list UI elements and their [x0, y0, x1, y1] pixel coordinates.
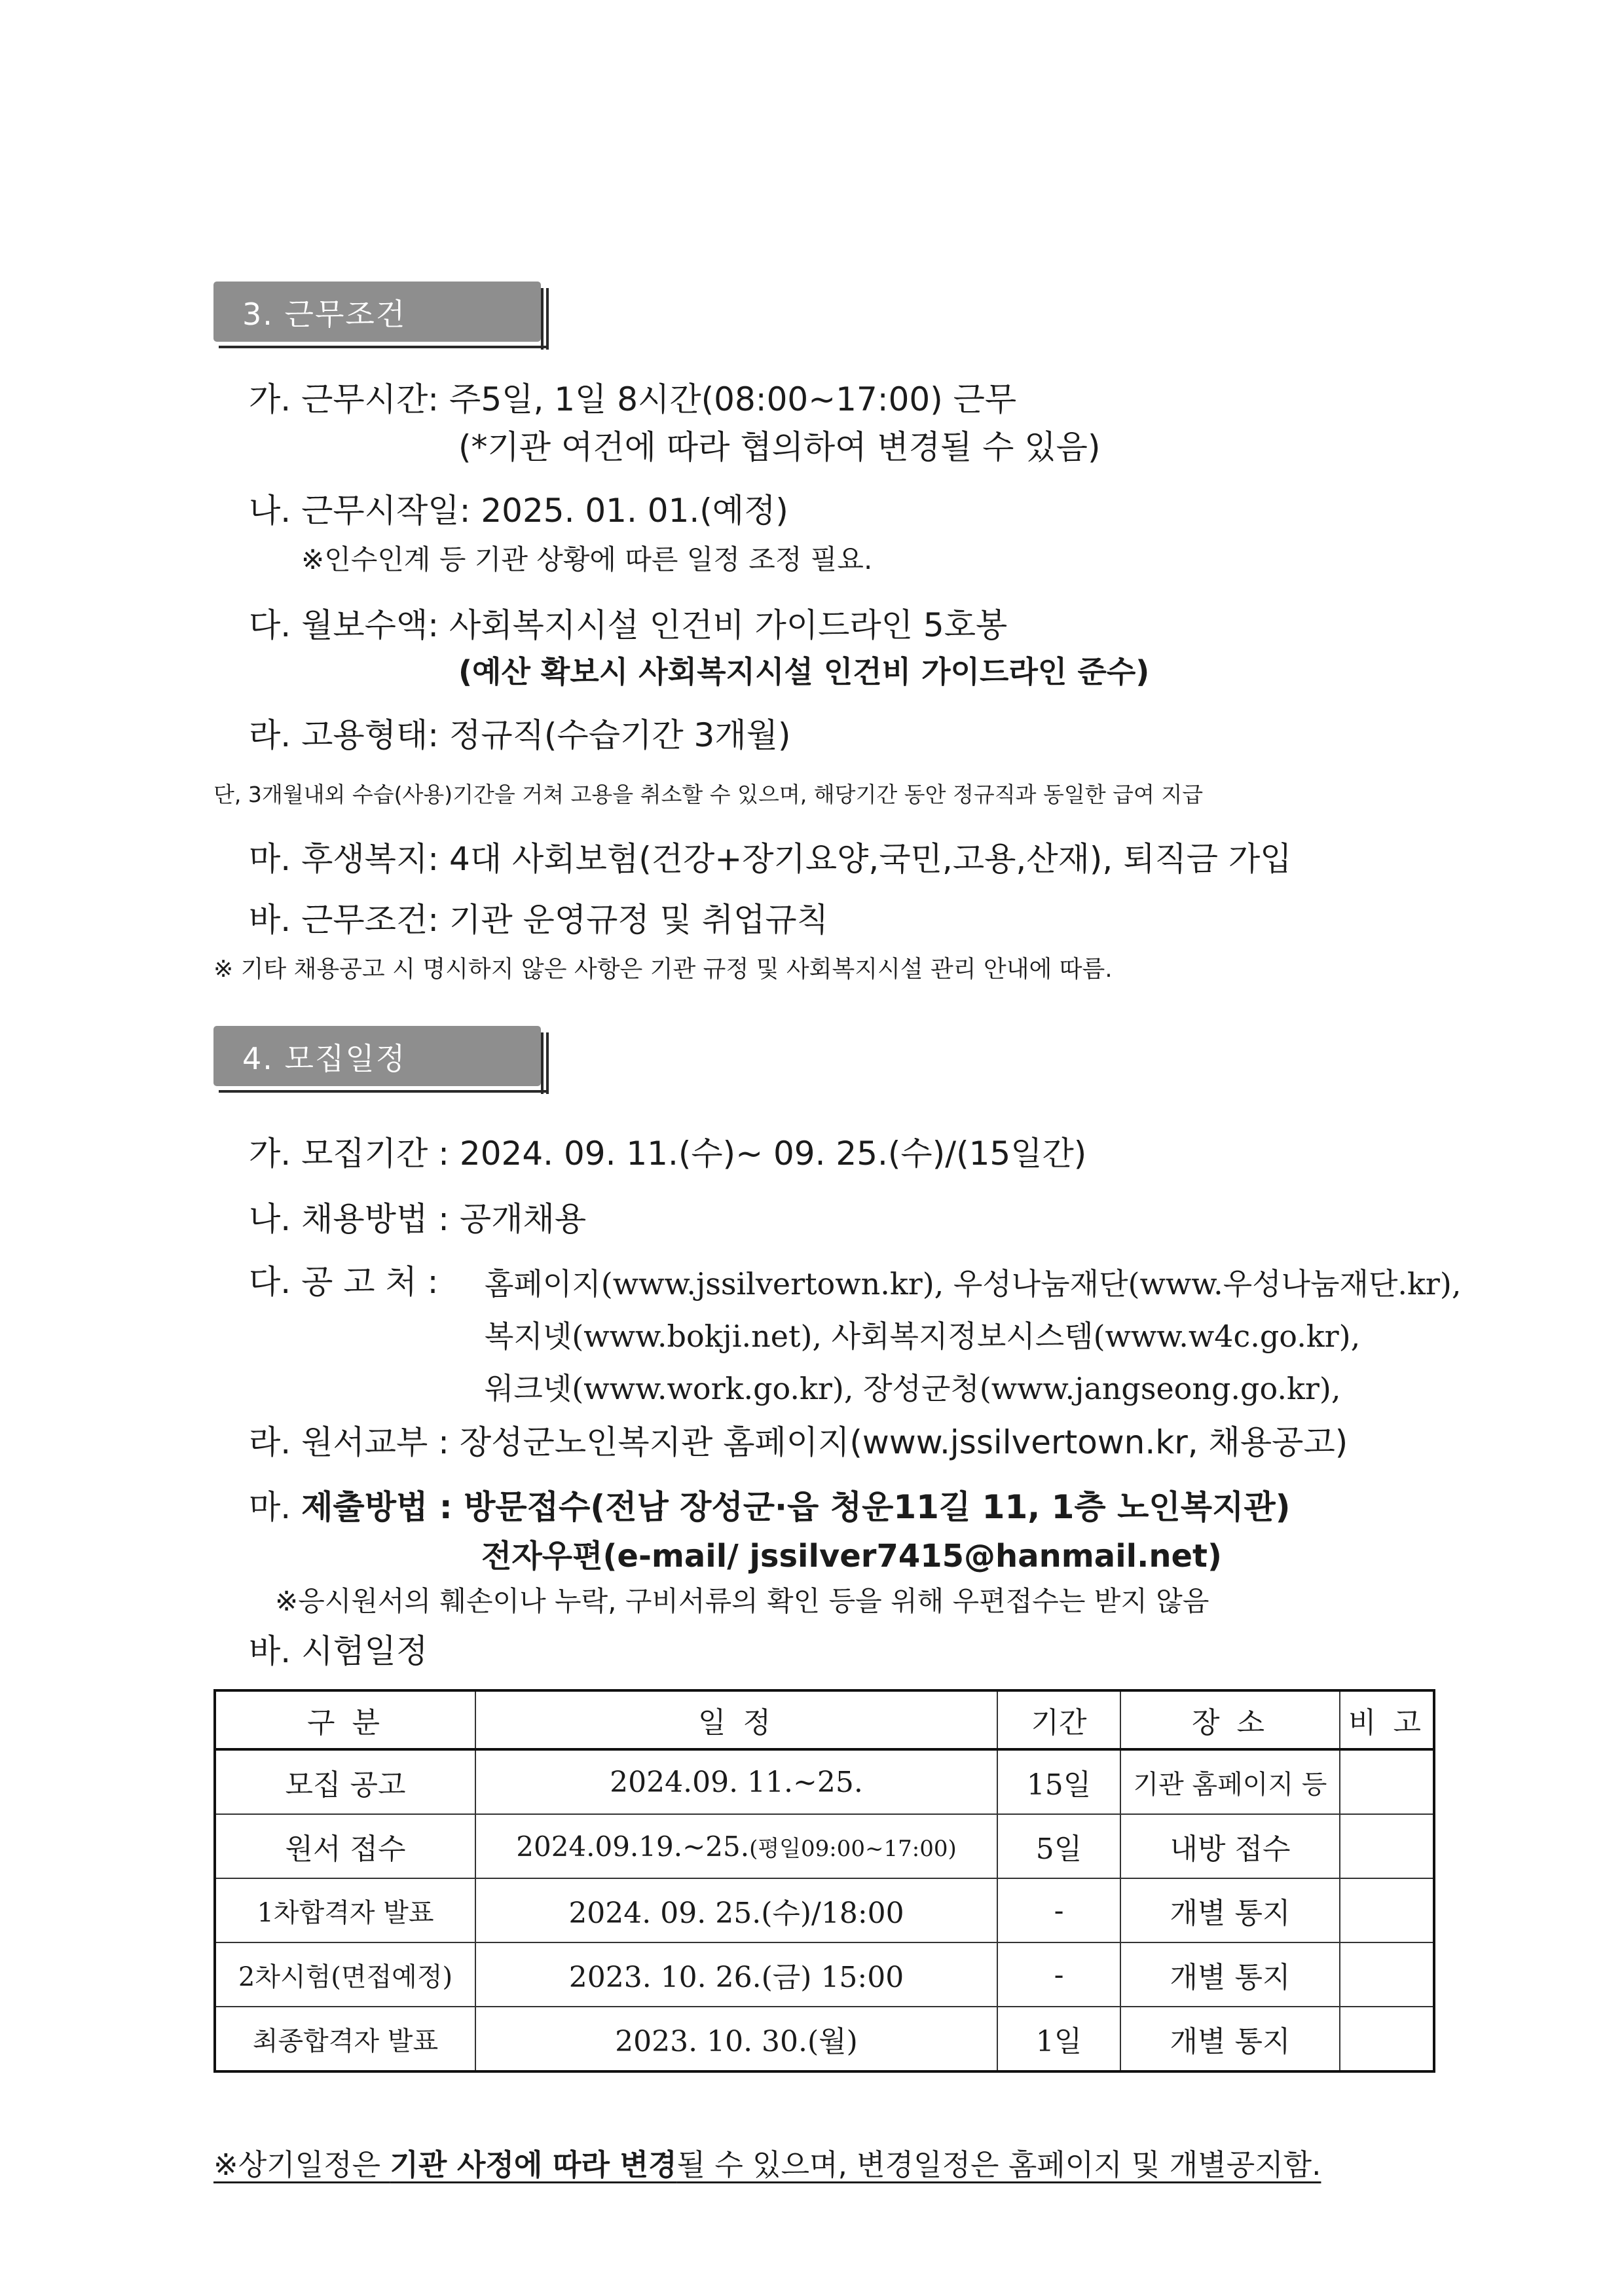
days-cell: 15일: [997, 1749, 1120, 1814]
probation-note: 단, 3개월내외 수습(사용)기간을 거쳐 고용을 취소할 수 있으며, 해당기간 동안 정규직과 동일한 급여 지급: [213, 782, 1204, 807]
remark-cell: [1340, 1942, 1434, 2007]
section-3-heading: [213, 282, 541, 342]
schedule-cell: [475, 1814, 997, 1878]
category-cell: 모집 공고: [215, 1749, 475, 1814]
salary-note: (예산 확보시 사회복지시설 인건비 가이드라인 준수): [458, 654, 1150, 689]
footnote-end: 될 수 있으며, 변경일정은 홈페이지 및 개별공지함.: [676, 2147, 1321, 2182]
notice-line: 복지넷(www.bokji.net), 사회복지정보시스템(www.w4c.go.kr),: [485, 1319, 1361, 1354]
place-cell: 개별 통지: [1120, 1942, 1340, 2007]
monthly-salary: 다. 월보수액: 사회복지시설 인건비 가이드라인 5호봉: [249, 606, 1008, 644]
column-header: 일 정: [475, 1690, 997, 1749]
recruit-method: 나. 채용방법 : 공개채용: [249, 1200, 587, 1238]
schedule-cell: 2024. 09. 25.(수)/18:00: [475, 1878, 997, 1942]
column-header: 구 분: [215, 1690, 475, 1749]
submission-email: 전자우편(e-mail/ jssilver7415@hanmail.net): [481, 1538, 1222, 1575]
schedule-cell: 2023. 10. 26.(금) 15:00: [475, 1942, 997, 2007]
section-4-heading: [213, 1026, 541, 1086]
column-header: 장 소: [1120, 1690, 1340, 1749]
work-hours-note: (*기관 여건에 따라 협의하여 변경될 수 있음): [458, 428, 1101, 466]
schedule-table: [213, 1689, 1435, 2073]
category-cell: 원서 접수: [215, 1814, 475, 1878]
mail-note: ※응시원서의 훼손이나 누락, 구비서류의 확인 등을 위해 우편접수는 받지 않음: [275, 1585, 1209, 1617]
days-cell: -: [997, 1878, 1120, 1942]
footnote-start: ※상기일정은: [213, 2147, 390, 2182]
schedule-cell: 2023. 10. 30.(월): [475, 2007, 997, 2071]
start-date-note: ※인수인계 등 기관 상황에 따른 일정 조정 필요.: [301, 543, 873, 575]
table-row: [215, 1749, 1434, 1814]
place-cell: 내방 접수: [1120, 1814, 1340, 1878]
column-header: 비 고: [1340, 1690, 1434, 1749]
table-row: [215, 1942, 1434, 2007]
heading-shadow: [541, 1032, 549, 1094]
table-row: [215, 1814, 1434, 1878]
notice-line: 홈페이지(www.jssilvertown.kr), 우성나눔재단(www.우성나눔재단.kr),: [485, 1266, 1462, 1302]
heading-shadow: [219, 342, 546, 348]
schedule-text: 2024.09.19.~25.: [516, 1830, 750, 1863]
schedule-hours: (평일09:00~17:00): [749, 1835, 957, 1862]
submission-prefix: 마.: [249, 1488, 302, 1526]
table-row: [215, 2007, 1434, 2071]
category-cell: 최종합격자 발표: [215, 2007, 475, 2071]
schedule-footnote: [213, 2141, 1321, 2183]
work-hours: 가. 근무시간: 주5일, 1일 8시간(08:00~17:00) 근무: [249, 380, 1017, 418]
column-header: 기간: [997, 1690, 1120, 1749]
application-forms: 라. 원서교부 : 장성군노인복지관 홈페이지(www.jssilvertown.kr, 채용공고): [249, 1423, 1348, 1461]
category-cell: 2차시험(면접예정): [215, 1942, 475, 2007]
recruit-period: 가. 모집기간 : 2024. 09. 11.(수)~ 09. 25.(수)/(15일간): [249, 1135, 1087, 1173]
table-row: [215, 1878, 1434, 1942]
days-cell: 5일: [997, 1814, 1120, 1878]
start-date: 나. 근무시작일: 2025. 01. 01.(예정): [249, 492, 788, 530]
place-cell: 개별 통지: [1120, 1878, 1340, 1942]
category-cell: 1차합격자 발표: [215, 1878, 475, 1942]
submission-label: 제출방법 : 방문접수(전남 장성군·읍 청운11길 11, 1층 노인복지관): [301, 1488, 1291, 1526]
exam-schedule-title: 바. 시험일정: [249, 1632, 428, 1670]
work-rules: 바. 근무조건: 기관 운영규정 및 취업규칙: [249, 901, 829, 939]
place-cell: 개별 통지: [1120, 2007, 1340, 2071]
remark-cell: [1340, 1814, 1434, 1878]
submission-method: [249, 1481, 1290, 1528]
section-4-title: 4. 모집일정: [242, 1041, 407, 1076]
remark-cell: [1340, 1878, 1434, 1942]
days-cell: -: [997, 1942, 1120, 2007]
other-note: ※ 기타 채용공고 시 명시하지 않은 사항은 기관 규정 및 사회복지시설 관리 안내에 따름.: [213, 956, 1113, 983]
remark-cell: [1340, 1749, 1434, 1814]
heading-shadow: [541, 288, 549, 350]
section-3-title: 3. 근무조건: [242, 297, 407, 332]
days-cell: 1일: [997, 2007, 1120, 2071]
notice-label: 다. 공 고 처 :: [249, 1263, 439, 1301]
remark-cell: [1340, 2007, 1434, 2071]
schedule-cell: 2024.09. 11.~25.: [475, 1749, 997, 1814]
place-cell: 기관 홈페이지 등: [1120, 1749, 1340, 1814]
heading-shadow: [219, 1086, 546, 1093]
table-header-row: [215, 1690, 1434, 1749]
footnote-emphasis: 기관 사정에 따라 변경: [390, 2147, 677, 2182]
notice-line: 워크넷(www.work.go.kr), 장성군청(www.jangseong.go.kr),: [485, 1371, 1341, 1406]
welfare: 마. 후생복지: 4대 사회보험(건강+장기요양,국민,고용,산재), 퇴직금 가입: [249, 840, 1292, 878]
employment-type: 라. 고용형태: 정규직(수습기간 3개월): [249, 716, 791, 754]
